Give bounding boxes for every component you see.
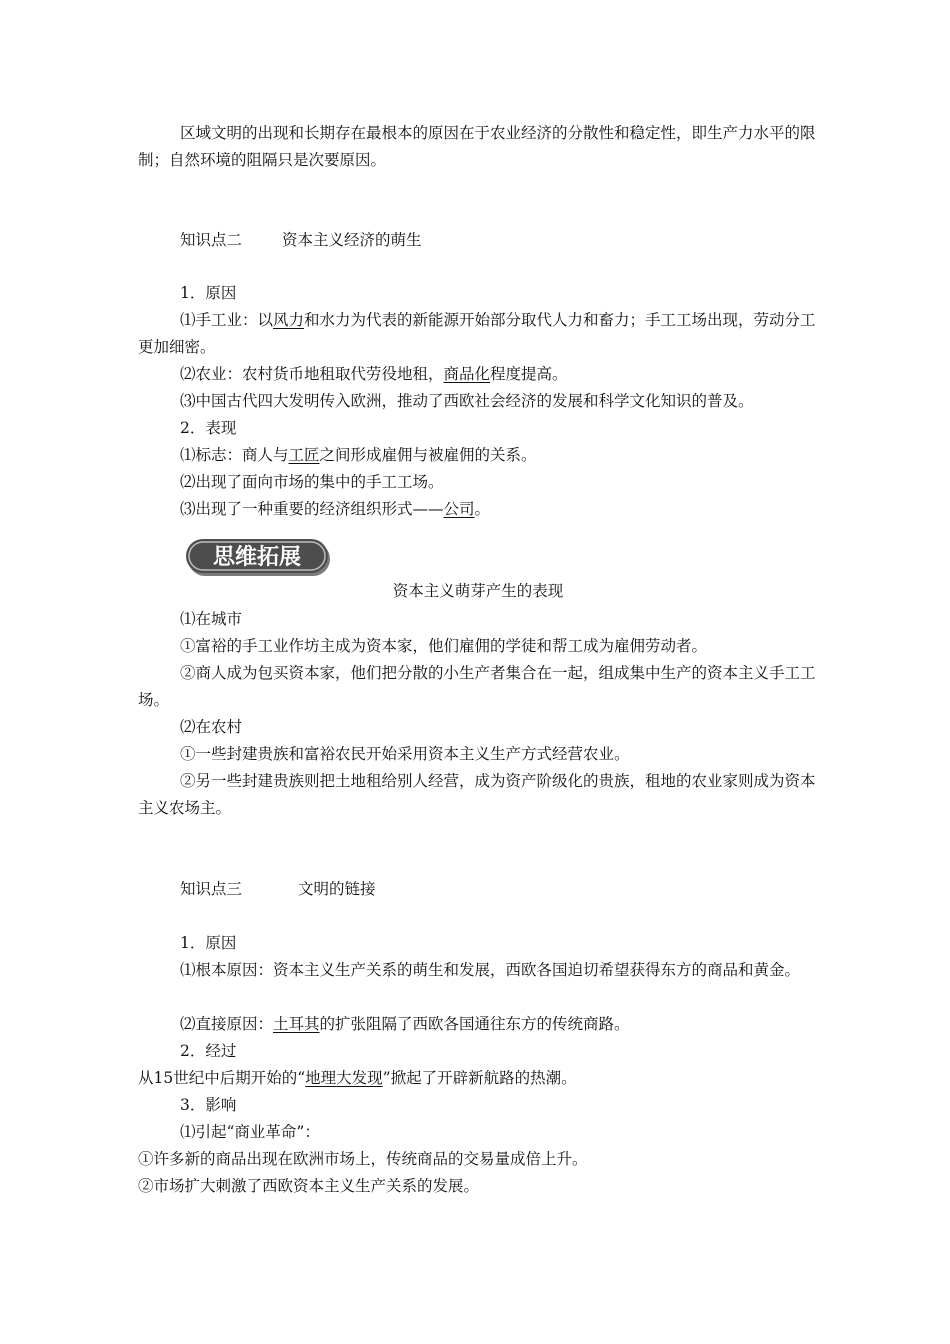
thinking-expansion-badge xyxy=(185,537,333,579)
section-2-title: 资本主义经济的萌生 xyxy=(282,231,422,249)
sec2-performance-2: ⑵出现了面向市场的集中的手工工场。 xyxy=(180,473,444,491)
section-2-label: 知识点二 xyxy=(180,231,243,249)
expand-country-2: ②另一些封建贵族则把土地租给别人经营，成为资产阶级化的贵族，租地的农业家则成为资本主义农场主。 xyxy=(138,772,816,817)
underlined-term: 商品化 xyxy=(443,365,491,383)
sec2-performance-1: ⑴标志：商人与工匠之间形成雇佣与被雇佣的关系。 xyxy=(180,446,537,464)
expand-city-2: ②商人成为包买资本家，他们把分散的小生产者集合在一起，组成集中生产的资本主义手工工场。 xyxy=(138,664,816,709)
underlined-term: 公司 xyxy=(443,500,475,518)
section-3-title: 文明的链接 xyxy=(298,880,376,898)
sec3-impact-2: ①许多新的商品出现在欧洲市场上，传统商品的交易量成倍上升。 xyxy=(138,1150,588,1168)
sec3-heading-impact: 3．影响 xyxy=(180,1096,237,1114)
underlined-term: 地理大发现 xyxy=(305,1069,383,1087)
sec3-process-1: 从15世纪中后期开始的“地理大发现”掀起了开辟新航路的热潮。 xyxy=(138,1069,577,1087)
expand-title: 资本主义萌芽产生的表现 xyxy=(392,582,564,600)
sec2-heading-cause: 1．原因 xyxy=(180,284,237,302)
sec3-cause-1: ⑴根本原因：资本主义生产关系的萌生和发展，西欧各国迫切希望获得东方的商品和黄金。 xyxy=(180,961,801,979)
expand-country-1: ①一些封建贵族和富裕农民开始采用资本主义生产方式经营农业。 xyxy=(180,745,630,763)
sec3-cause-2: ⑵直接原因：土耳其的扩张阻隔了西欧各国通往东方的传统商路。 xyxy=(180,1015,630,1033)
underlined-term: 风力 xyxy=(273,311,305,329)
expand-country-heading: ⑵在农村 xyxy=(180,718,243,736)
intro-paragraph: 区域文明的出现和长期存在最根本的原因在于农业经济的分散性和稳定性，即生产力水平的限制；自然环境的阻隔只是次要原因。 xyxy=(138,124,816,169)
badge-text: 思维拓展 xyxy=(212,545,302,570)
underlined-term: 工匠 xyxy=(288,446,320,464)
sec2-performance-3: ⑶出现了一种重要的经济组织形式——公司。 xyxy=(180,500,491,518)
sec2-cause-3: ⑶中国古代四大发明传入欧洲，推动了西欧社会经济的发展和科学文化知识的普及。 xyxy=(180,392,754,410)
underlined-term: 土耳其 xyxy=(273,1015,320,1033)
sec3-impact-1: ⑴引起“商业革命”： xyxy=(180,1123,320,1141)
expand-city-heading: ⑴在城市 xyxy=(180,610,243,628)
sec2-cause-1: ⑴手工业：以风力和水力为代表的新能源开始部分取代人力和畜力；手工工场出现，劳动分工更加细密。 xyxy=(138,311,816,356)
expand-city-1: ①富裕的手工业作坊主成为资本家，他们雇佣的学徒和帮工成为雇佣劳动者。 xyxy=(180,637,708,655)
sec2-cause-2: ⑵农业：农村货币地租取代劳役地租，商品化程度提高。 xyxy=(180,365,568,383)
sec3-heading-process: 2．经过 xyxy=(180,1042,237,1060)
sec2-heading-performance: 2．表现 xyxy=(180,419,237,437)
sec3-heading-cause: 1．原因 xyxy=(180,934,237,952)
section-3-label: 知识点三 xyxy=(180,880,243,898)
sec3-impact-3: ②市场扩大刺激了西欧资本主义生产关系的发展。 xyxy=(138,1177,480,1195)
